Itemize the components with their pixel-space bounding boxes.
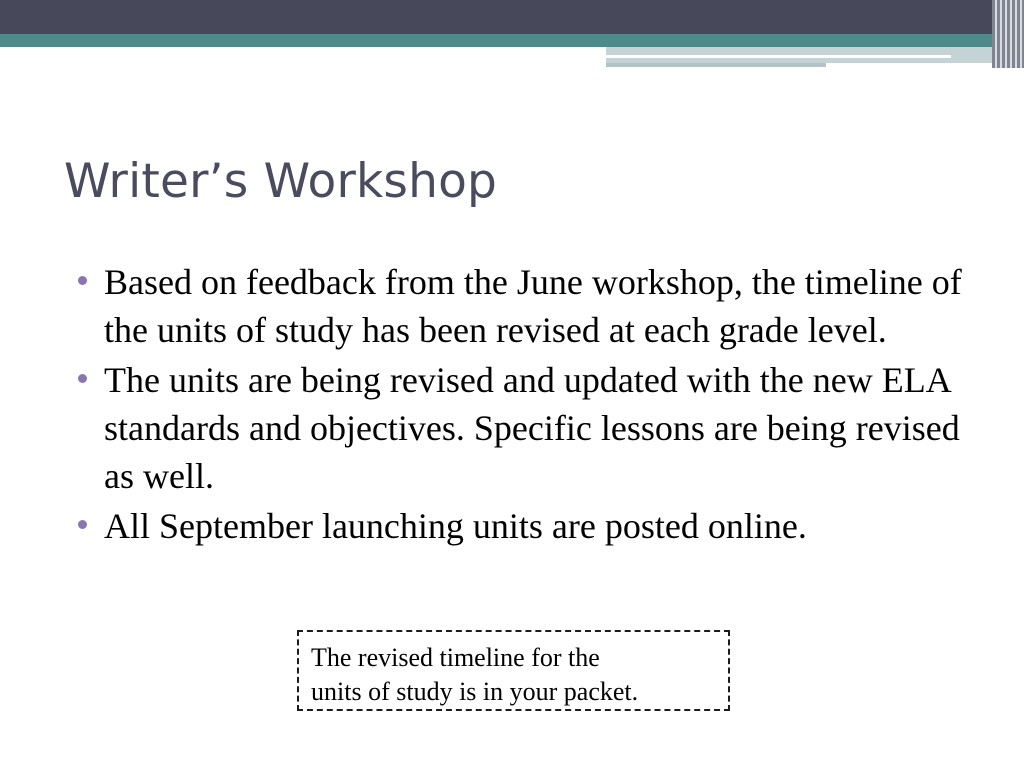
bullet-text: The units are being revised and updated with the new ELA standards and objectives. Specific lessons are being revised as well. bbox=[104, 360, 960, 496]
bullet-icon bbox=[78, 276, 87, 285]
bullet-text: All September launching units are posted online. bbox=[104, 506, 807, 546]
note-callout: The revised timeline for the units of study is in your packet. bbox=[297, 630, 730, 711]
header-band-teal bbox=[0, 34, 1024, 47]
bullet-icon bbox=[78, 374, 87, 383]
header-band-underline bbox=[606, 63, 826, 67]
header-stripes bbox=[992, 0, 1024, 68]
bullet-item bbox=[74, 258, 979, 354]
bullet-icon bbox=[78, 520, 87, 529]
bullet-text: Based on feedback from the June workshop, the timeline of the units of study has been revised at each grade level. bbox=[104, 262, 962, 350]
bullet-item bbox=[74, 502, 979, 550]
header-band-dark bbox=[0, 0, 1024, 34]
slide-title: Writer’s Workshop bbox=[64, 154, 498, 209]
header-band-highlight bbox=[606, 55, 951, 58]
bullet-list bbox=[74, 258, 979, 552]
bullet-item bbox=[74, 356, 979, 500]
